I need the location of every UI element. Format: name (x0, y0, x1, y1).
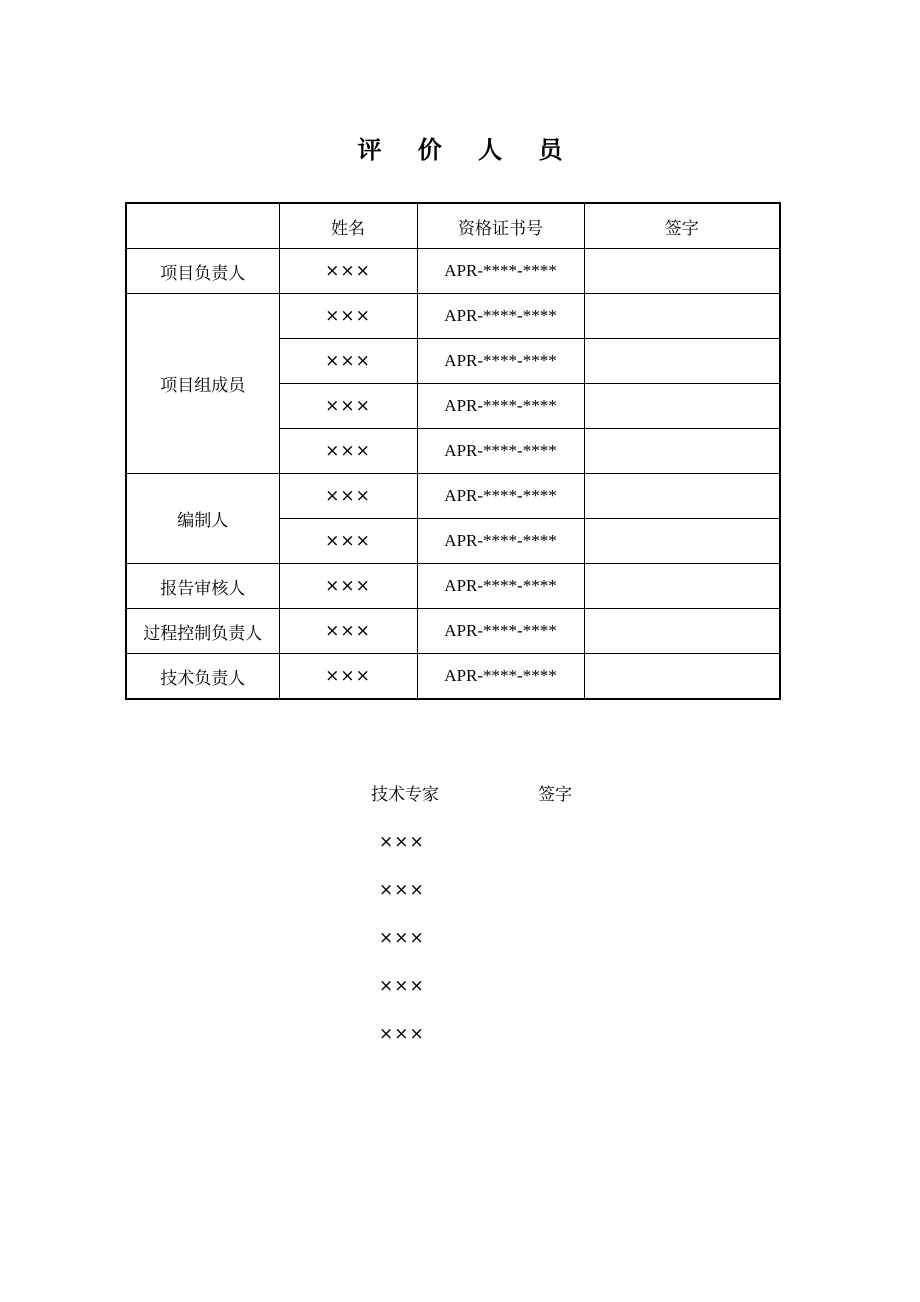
name-cell: ××× (279, 519, 417, 564)
signature-cell[interactable] (584, 249, 780, 294)
name-cell: ××× (279, 339, 417, 384)
role-cell: 编制人 (126, 474, 279, 564)
expert-name: ××× (379, 1024, 425, 1044)
signature-cell[interactable] (584, 384, 780, 429)
role-cell: 技术负责人 (126, 654, 279, 700)
header-name: 姓名 (279, 203, 417, 249)
signature-cell[interactable] (584, 294, 780, 339)
signature-cell[interactable] (584, 339, 780, 384)
header-role (126, 203, 279, 249)
role-cell: 项目组成员 (126, 294, 279, 474)
cert-cell: APR-****-**** (417, 564, 584, 609)
name-cell: ××× (279, 654, 417, 700)
name-cell: ××× (279, 429, 417, 474)
name-cell: ××× (279, 294, 417, 339)
role-cell: 项目负责人 (126, 249, 279, 294)
name-cell: ××× (279, 249, 417, 294)
cert-cell: APR-****-**** (417, 519, 584, 564)
signature-cell[interactable] (584, 654, 780, 700)
signature-cell[interactable] (584, 474, 780, 519)
name-cell: ××× (279, 609, 417, 654)
role-cell: 过程控制负责人 (126, 609, 279, 654)
expert-name: ××× (379, 832, 425, 852)
cert-cell: APR-****-**** (417, 474, 584, 519)
signature-cell[interactable] (584, 609, 780, 654)
table-row (126, 294, 780, 339)
experts-header-sign: 签字 (538, 785, 572, 805)
cert-cell: APR-****-**** (417, 609, 584, 654)
signature-cell[interactable] (584, 429, 780, 474)
signature-cell[interactable] (584, 519, 780, 564)
table-row (126, 609, 780, 654)
cert-cell: APR-****-**** (417, 249, 584, 294)
cert-cell: APR-****-**** (417, 429, 584, 474)
experts-header-name: 技术专家 (371, 785, 439, 805)
table-header-row (126, 203, 780, 249)
expert-name: ××× (379, 880, 425, 900)
signature-cell[interactable] (584, 564, 780, 609)
cert-cell: APR-****-**** (417, 339, 584, 384)
header-cert: 资格证书号 (417, 203, 584, 249)
name-cell: ××× (279, 384, 417, 429)
table-row (126, 249, 780, 294)
expert-name: ××× (379, 976, 425, 996)
table-row (126, 564, 780, 609)
table-row (126, 474, 780, 519)
expert-name: ××× (379, 928, 425, 948)
name-cell: ××× (279, 474, 417, 519)
page-title: 评 价 人 员 (357, 136, 577, 164)
table-row (126, 654, 780, 700)
header-sign: 签字 (584, 203, 780, 249)
cert-cell: APR-****-**** (417, 294, 584, 339)
experts-list (379, 832, 425, 1072)
name-cell: ××× (279, 564, 417, 609)
cert-cell: APR-****-**** (417, 384, 584, 429)
role-cell: 报告审核人 (126, 564, 279, 609)
table-body (126, 249, 780, 700)
cert-cell: APR-****-**** (417, 654, 584, 700)
staff-table (125, 202, 781, 700)
